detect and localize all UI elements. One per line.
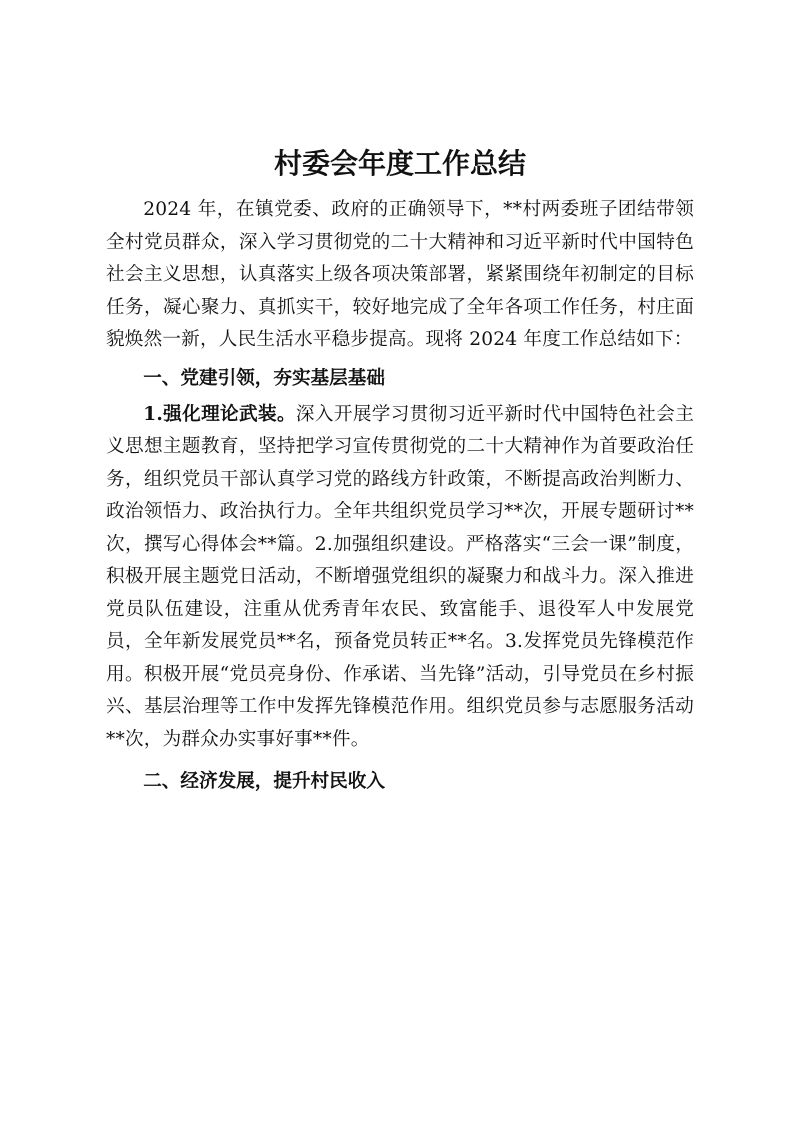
- section-1-body: 深入开展学习贯彻习近平新时代中国特色社会主义思想主题教育，坚持把学习宣传贯彻党的二十大精神作为首要政治任务，组织党员干部认真学习党的路线方针政策，不断提高政治判断力、政治领悟力、政治执行力。全年共组织党员学习**次，开展专题研讨**次，撰写心得体会**篇。2.加强组织建设。严格落实“三会一课”制度，积极开展主题党日活动，不断增强党组织的凝聚力和战斗力。深入推进党员队伍建设，注重从优秀青年农民、致富能手、退役军人中发展党员，全年新发展党员**名，预备党员转正**名。3.发挥党员先锋模范作用。积极开展“党员亮身份、作承诺、当先锋”活动，引导党员在乡村振兴、基层治理等工作中发挥先锋模范作用。组织党员参与志愿服务活动**次，为群众办实事好事**件。: [106, 403, 694, 750]
- section-1-heading: 一、党建引领，夯实基层基础: [143, 367, 385, 389]
- intro-paragraph: 2024 年，在镇党委、政府的正确领导下，**村两委班子团结带领全村党员群众，深入学习贯彻党的二十大精神和习近平新时代中国特色社会主义思想，认真落实上级各项决策部署，紧紧围绕年初制定的目标任务，凝心聚力、真抓实干，较好地完成了全年各项工作任务，村庄面貌焕然一新，人民生活水平稳步提高。现将 2024 年度工作总结如下：: [106, 199, 694, 350]
- section-1-lead: 1.强化理论武装。: [143, 403, 296, 425]
- section-2-heading: 二、经济发展，提升村民收入: [143, 771, 385, 792]
- section-1-paragraph: [106, 399, 694, 757]
- document-content: [106, 140, 694, 802]
- document-title: 村委会年度工作总结: [273, 147, 526, 180]
